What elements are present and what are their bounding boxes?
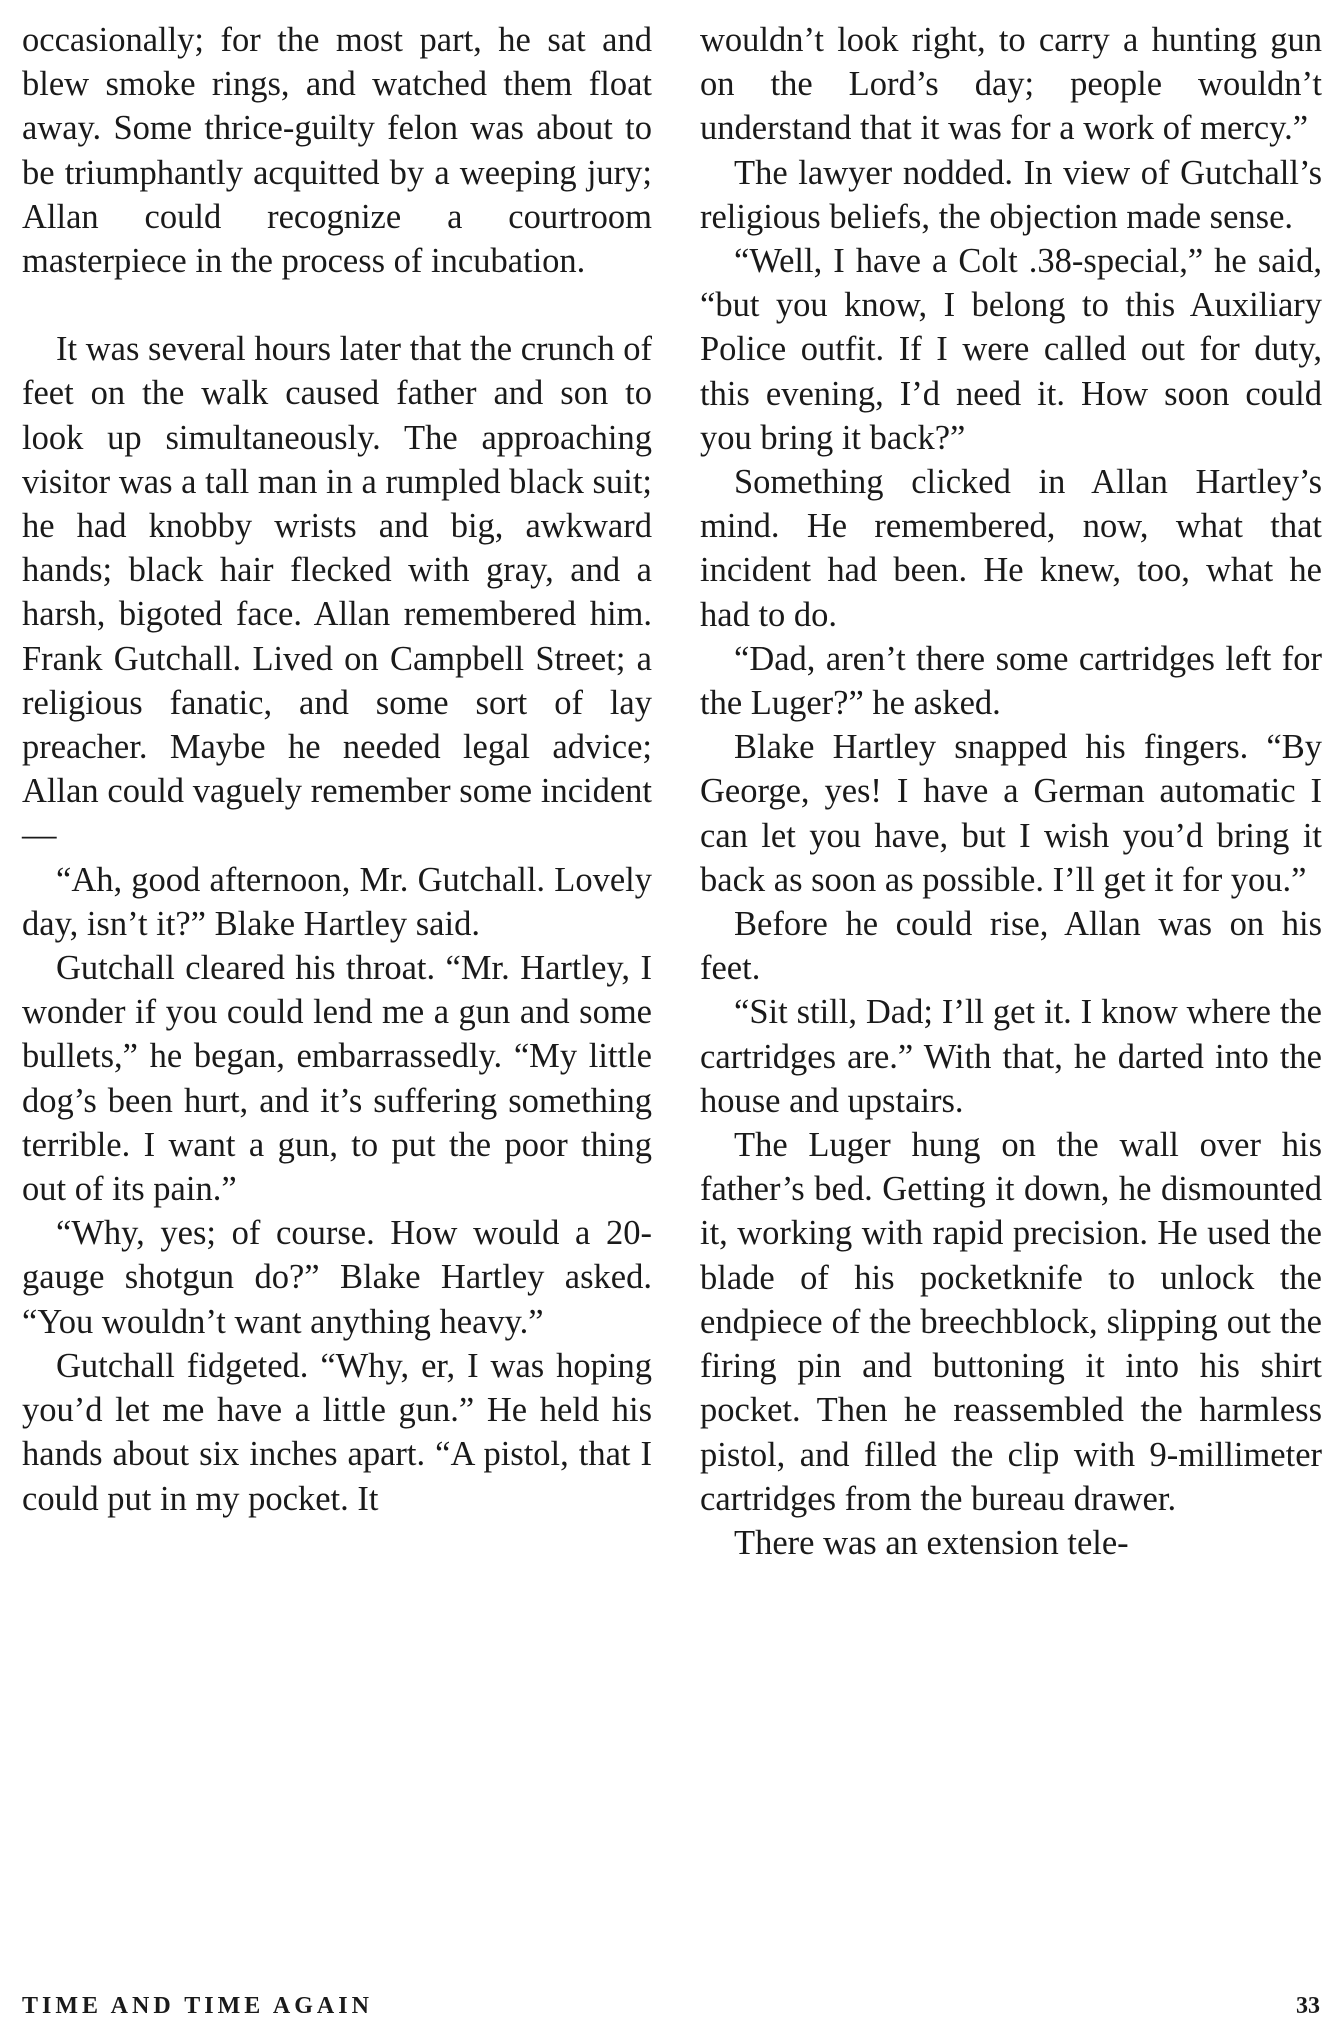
paragraph: “Dad, aren’t there some cartridges left for the Luger?” he asked.	[700, 639, 1322, 723]
paragraph: Gutchall fidgeted. “Why, er, I was hoping you’d let me have a little gun.” He held his hands about six inches apart. “A pistol, that I could put in my pocket. It	[22, 1346, 652, 1518]
page-number: 33	[1296, 1993, 1320, 2019]
paragraph: It was several hours later that the crunch of feet on the walk caused father and son to look up simultaneously. The approaching visitor was a tall man in a rumpled black suit; he had knobby wrists and big, awkward hands; black hair flecked with gray, and a harsh, bigoted face. Allan remembered him. Frank Gutchall. Lived on Campbell Street; a religious fanatic, and some sort of lay preacher. Maybe he needed legal advice; Allan could vaguely remember some incident—	[22, 330, 652, 855]
paragraph: The Luger hung on the wall over his father’s bed. Getting it down, he dismounted it, working with rapid precision. He used the blade of his pocketknife to unlock the endpiece of the breechblock, slipping out the firing pin and buttoning it into his shirt pocket. Then he reassembled the harmless pistol, and filled the clip with 9-millimeter cartridges from the bureau drawer.	[700, 1126, 1322, 1518]
paragraph: “Well, I have a Colt .38-special,” he said, “but you know, I belong to this Auxiliary Police outfit. If I were called out for duty, this evening, I’d need it. How soon could you bring it back?”	[700, 242, 1322, 457]
paragraph-continuation: occasionally; for the most part, he sat and blew smoke rings, and watched them float away. Some thrice-guilty felon was about to be triumphantly acquitted by a weeping jury; Allan could recognize a courtroom masterpiece in the process of incubation.	[22, 21, 652, 281]
page-footer	[0, 1993, 1342, 2029]
left-text-column	[22, 18, 652, 1521]
paragraph: Something clicked in Allan Hartley’s mind. He remembered, now, what that incident had been. He knew, too, what he had to do.	[700, 463, 1322, 634]
paragraph: There was an extension tele-	[734, 1523, 1129, 1562]
section-break	[22, 283, 652, 327]
paragraph: “Ah, good afternoon, Mr. Gutchall. Lovely day, isn’t it?” Blake Hartley said.	[22, 860, 652, 943]
paragraph: Before he could rise, Allan was on his feet.	[700, 905, 1322, 988]
paragraph: “Sit still, Dad; I’ll get it. I know where the cartridges are.” With that, he darted into the house and upstairs.	[700, 993, 1322, 1120]
paragraph: “Why, yes; of course. How would a 20-gauge shotgun do?” Blake Hartley asked. “You wouldn’t want anything heavy.”	[22, 1214, 652, 1341]
paragraph: The lawyer nodded. In view of Gutchall’s religious beliefs, the objection made sense.	[700, 153, 1322, 236]
running-title: TIME AND TIME AGAIN	[22, 1993, 373, 2019]
paragraph-continuation: wouldn’t look right, to carry a hunting gun on the Lord’s day; people wouldn’t understand that it was for a work of mercy.”	[700, 21, 1322, 148]
right-text-column	[700, 18, 1322, 1565]
paragraph: Gutchall cleared his throat. “Mr. Hartley, I wonder if you could lend me a gun and some bullets,” he began, embarrassedly. “My little dog’s been hurt, and it’s suffering something terrible. I want a gun, to put the poor thing out of its pain.”	[22, 949, 652, 1209]
paragraph: Blake Hartley snapped his fingers. “By George, yes! I have a German automatic I can let you have, but I wish you’d bring it back as soon as possible. I’ll get it for you.”	[700, 728, 1322, 899]
